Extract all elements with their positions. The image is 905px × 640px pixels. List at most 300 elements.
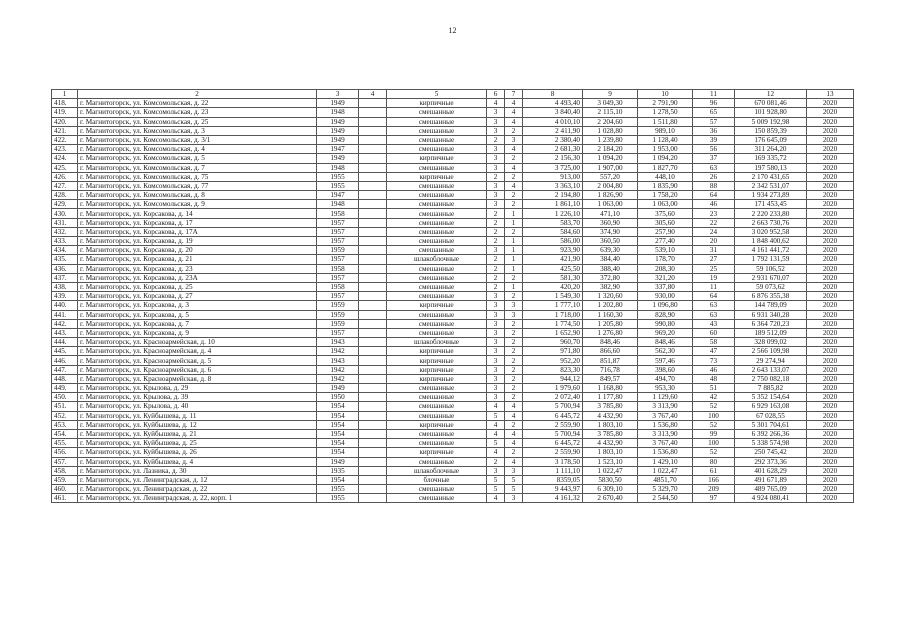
cell-residential-area: 1 276,80 [583, 328, 638, 337]
cell-year-built: 1957 [317, 237, 359, 246]
cell-planned-year: 2020 [807, 384, 854, 393]
cell-residents: 97 [693, 494, 735, 503]
cell-total-area: 2 559,90 [523, 448, 583, 457]
table-row [52, 227, 854, 236]
cell-entrances: 4 [505, 402, 523, 411]
cell-floors: 3 [487, 356, 505, 365]
cell-private-area: 277,40 [638, 237, 693, 246]
cell-row-number: 438. [52, 282, 78, 291]
cell-cost: 5 352 154,64 [735, 393, 807, 402]
cell-entrances: 3 [505, 310, 523, 319]
cell-floors: 3 [487, 246, 505, 255]
cell-row-number: 430. [52, 209, 78, 218]
cell-total-area: 9 443,97 [523, 485, 583, 494]
cell-wall-material: смешанные [387, 135, 487, 144]
cell-floors: 3 [487, 154, 505, 163]
cell-entrances: 1 [505, 209, 523, 218]
cell-total-area: 1 774,50 [523, 319, 583, 328]
cell-year-reconstructed [359, 457, 387, 466]
table-row [52, 273, 854, 282]
cell-wall-material: смешанные [387, 457, 487, 466]
cell-total-area: 2 559,90 [523, 420, 583, 429]
table-row [52, 485, 854, 494]
cell-address: г. Магнитогорск, ул. Корсакова, д. 23А [78, 273, 317, 282]
cell-residents: 166 [693, 475, 735, 484]
cell-residential-area: 3 785,80 [583, 429, 638, 438]
cell-planned-year: 2020 [807, 494, 854, 503]
cell-entrances: 4 [505, 457, 523, 466]
cell-total-area: 3 363,10 [523, 181, 583, 190]
cell-row-number: 444. [52, 338, 78, 347]
cell-year-reconstructed [359, 319, 387, 328]
table-row [52, 347, 854, 356]
cell-wall-material: кирпичные [387, 365, 487, 374]
cell-floors: 4 [487, 402, 505, 411]
cell-total-area: 425,50 [523, 264, 583, 273]
table-row [52, 172, 854, 181]
cell-cost: 144 789,09 [735, 301, 807, 310]
cell-year-built: 1947 [317, 145, 359, 154]
cell-row-number: 437. [52, 273, 78, 282]
cell-year-reconstructed [359, 420, 387, 429]
cell-address: г. Магнитогорск, ул. Куйбышева, д. 4 [78, 457, 317, 466]
column-header-13: 13 [807, 90, 854, 99]
cell-entrances: 1 [505, 237, 523, 246]
cell-wall-material: смешанные [387, 237, 487, 246]
cell-year-built: 1942 [317, 347, 359, 356]
table-row [52, 429, 854, 438]
cell-year-reconstructed [359, 365, 387, 374]
cell-floors: 3 [487, 393, 505, 402]
cell-total-area: 4 493,40 [523, 99, 583, 108]
column-header-3: 3 [317, 90, 359, 99]
cell-residents: 60 [693, 328, 735, 337]
table-row [52, 282, 854, 291]
cell-residential-area: 1 160,30 [583, 310, 638, 319]
cell-year-reconstructed [359, 466, 387, 475]
cell-residents: 63 [693, 310, 735, 319]
column-header-8: 8 [523, 90, 583, 99]
cell-address: г. Магнитогорск, ул. Лазника, д. 30 [78, 466, 317, 475]
cell-year-reconstructed [359, 374, 387, 383]
cell-private-area: 1 827,70 [638, 163, 693, 172]
cell-planned-year: 2020 [807, 485, 854, 494]
cell-residents: 26 [693, 172, 735, 181]
cell-floors: 3 [487, 319, 505, 328]
cell-wall-material: кирпичные [387, 448, 487, 457]
cell-residential-area: 382,90 [583, 282, 638, 291]
cell-cost: 2 750 082,18 [735, 374, 807, 383]
cell-year-reconstructed [359, 200, 387, 209]
cell-private-area: 969,20 [638, 328, 693, 337]
cell-planned-year: 2020 [807, 457, 854, 466]
cell-year-built: 1948 [317, 108, 359, 117]
cell-planned-year: 2020 [807, 411, 854, 420]
cell-row-number: 434. [52, 246, 78, 255]
cell-row-number: 421. [52, 126, 78, 135]
cell-entrances: 2 [505, 374, 523, 383]
cell-planned-year: 2020 [807, 475, 854, 484]
cell-floors: 2 [487, 264, 505, 273]
cell-planned-year: 2020 [807, 328, 854, 337]
cell-private-area: 1 022,47 [638, 466, 693, 475]
table-row [52, 191, 854, 200]
cell-year-built: 1950 [317, 393, 359, 402]
cell-residential-area: 6 309,10 [583, 485, 638, 494]
cell-private-area: 3 313,90 [638, 402, 693, 411]
cell-cost: 670 081,46 [735, 99, 807, 108]
cell-year-reconstructed [359, 218, 387, 227]
cell-year-reconstructed [359, 384, 387, 393]
cell-address: г. Магнитогорск, ул. Корсакова, д. 3 [78, 301, 317, 310]
cell-address: г. Магнитогорск, ул. Крылова, д. 29 [78, 384, 317, 393]
cell-residential-area: 360,50 [583, 237, 638, 246]
cell-planned-year: 2020 [807, 338, 854, 347]
cell-year-reconstructed [359, 209, 387, 218]
cell-entrances: 5 [505, 485, 523, 494]
cell-floors: 2 [487, 135, 505, 144]
cell-address: г. Магнитогорск, ул. Комсомольская, д. 8 [78, 191, 317, 200]
cell-wall-material: смешанные [387, 384, 487, 393]
cell-year-reconstructed [359, 273, 387, 282]
cell-year-built: 1957 [317, 255, 359, 264]
cell-entrances: 1 [505, 264, 523, 273]
cell-cost: 2 566 109,98 [735, 347, 807, 356]
cell-residents: 52 [693, 402, 735, 411]
cell-residential-area: 5830,50 [583, 475, 638, 484]
cell-private-area: 398,60 [638, 365, 693, 374]
cell-residents: 88 [693, 181, 735, 190]
cell-entrances: 2 [505, 338, 523, 347]
cell-address: г. Магнитогорск, ул. Красноармейская, д. 10 [78, 338, 317, 347]
cell-residential-area: 1 320,60 [583, 292, 638, 301]
column-header-7: 7 [505, 90, 523, 99]
cell-planned-year: 2020 [807, 439, 854, 448]
cell-residents: 99 [693, 429, 735, 438]
cell-year-reconstructed [359, 264, 387, 273]
cell-residential-area: 716,78 [583, 365, 638, 374]
cell-entrances: 2 [505, 420, 523, 429]
cell-row-number: 449. [52, 384, 78, 393]
cell-year-reconstructed [359, 328, 387, 337]
cell-year-built: 1959 [317, 301, 359, 310]
cell-wall-material: смешанные [387, 117, 487, 126]
cell-entrances: 2 [505, 126, 523, 135]
cell-total-area: 923,90 [523, 246, 583, 255]
table-row [52, 163, 854, 172]
cell-planned-year: 2020 [807, 356, 854, 365]
cell-year-reconstructed [359, 429, 387, 438]
cell-planned-year: 2020 [807, 429, 854, 438]
cell-total-area: 581,30 [523, 273, 583, 282]
buildings-register-table [51, 89, 854, 503]
cell-residents: 31 [693, 246, 735, 255]
column-header-12: 12 [735, 90, 807, 99]
cell-floors: 3 [487, 292, 505, 301]
cell-residents: 36 [693, 126, 735, 135]
cell-row-number: 458. [52, 466, 78, 475]
cell-total-area: 2 411,90 [523, 126, 583, 135]
cell-planned-year: 2020 [807, 402, 854, 411]
table-row [52, 264, 854, 273]
cell-cost: 101 928,80 [735, 108, 807, 117]
cell-year-reconstructed [359, 145, 387, 154]
cell-residential-area: 1 907,00 [583, 163, 638, 172]
cell-private-area: 562,30 [638, 347, 693, 356]
cell-entrances: 2 [505, 172, 523, 181]
cell-address: г. Магнитогорск, ул. Куйбышева, д. 25 [78, 439, 317, 448]
cell-entrances: 4 [505, 163, 523, 172]
cell-planned-year: 2020 [807, 154, 854, 163]
cell-wall-material: смешанные [387, 191, 487, 200]
cell-total-area: 1 652,90 [523, 328, 583, 337]
table-row [52, 466, 854, 475]
cell-address: г. Магнитогорск, ул. Комсомольская, д. 75 [78, 172, 317, 181]
cell-year-built: 1942 [317, 365, 359, 374]
cell-total-area: 1 777,10 [523, 301, 583, 310]
cell-cost: 59 073,62 [735, 282, 807, 291]
cell-cost: 5 009 192,98 [735, 117, 807, 126]
cell-year-built: 1949 [317, 384, 359, 393]
cell-wall-material: смешанные [387, 145, 487, 154]
cell-residential-area: 3 049,30 [583, 99, 638, 108]
cell-private-area: 1 094,20 [638, 154, 693, 163]
cell-private-area: 208,30 [638, 264, 693, 273]
cell-entrances: 2 [505, 328, 523, 337]
cell-residential-area: 1 803,10 [583, 420, 638, 429]
cell-cost: 1 792 131,59 [735, 255, 807, 264]
table-row [52, 356, 854, 365]
cell-year-built: 1949 [317, 99, 359, 108]
cell-total-area: 1 979,60 [523, 384, 583, 393]
cell-planned-year: 2020 [807, 227, 854, 236]
cell-cost: 2 931 670,07 [735, 273, 807, 282]
cell-address: г. Магнитогорск, ул. Корсакова, д. 14 [78, 209, 317, 218]
cell-row-number: 450. [52, 393, 78, 402]
cell-row-number: 419. [52, 108, 78, 117]
cell-planned-year: 2020 [807, 246, 854, 255]
cell-residents: 52 [693, 448, 735, 457]
cell-year-built: 1949 [317, 154, 359, 163]
cell-total-area: 2 194,80 [523, 191, 583, 200]
cell-address: г. Магнитогорск, ул. Ленинградская, д. 22, корп. 1 [78, 494, 317, 503]
cell-year-reconstructed [359, 338, 387, 347]
cell-cost: 489 765,09 [735, 485, 807, 494]
table-row [52, 319, 854, 328]
table-row [52, 448, 854, 457]
cell-year-built: 1943 [317, 338, 359, 347]
cell-residential-area: 1 202,80 [583, 301, 638, 310]
cell-row-number: 445. [52, 347, 78, 356]
cell-entrances: 4 [505, 117, 523, 126]
table-row [52, 439, 854, 448]
cell-residential-area: 1 205,80 [583, 319, 638, 328]
cell-year-built: 1954 [317, 448, 359, 457]
cell-cost: 311 264,20 [735, 145, 807, 154]
cell-cost: 150 859,39 [735, 126, 807, 135]
cell-cost: 2 643 133,07 [735, 365, 807, 374]
cell-row-number: 455. [52, 439, 78, 448]
cell-row-number: 429. [52, 200, 78, 209]
cell-year-built: 1955 [317, 181, 359, 190]
cell-planned-year: 2020 [807, 135, 854, 144]
cell-year-reconstructed [359, 439, 387, 448]
cell-wall-material: шлакоблочные [387, 255, 487, 264]
cell-private-area: 597,46 [638, 356, 693, 365]
cell-total-area: 4 010,10 [523, 117, 583, 126]
cell-address: г. Магнитогорск, ул. Корсакова, д. 5 [78, 310, 317, 319]
cell-residents: 43 [693, 319, 735, 328]
column-header-6: 6 [487, 90, 505, 99]
cell-wall-material: шлакоблочные [387, 338, 487, 347]
cell-planned-year: 2020 [807, 310, 854, 319]
cell-private-area: 828,90 [638, 310, 693, 319]
cell-row-number: 424. [52, 154, 78, 163]
cell-total-area: 2 380,40 [523, 135, 583, 144]
cell-year-reconstructed [359, 356, 387, 365]
cell-address: г. Магнитогорск, ул. Комсомольская, д. 77 [78, 181, 317, 190]
cell-floors: 3 [487, 163, 505, 172]
cell-address: г. Магнитогорск, ул. Корсакова, д. 19 [78, 237, 317, 246]
cell-cost: 6 929 163,08 [735, 402, 807, 411]
column-header-1: 1 [52, 90, 78, 99]
table-row [52, 494, 854, 503]
cell-entrances: 2 [505, 154, 523, 163]
cell-row-number: 423. [52, 145, 78, 154]
cell-wall-material: смешанные [387, 429, 487, 438]
cell-floors: 2 [487, 227, 505, 236]
cell-year-built: 1954 [317, 439, 359, 448]
cell-wall-material: смешанные [387, 319, 487, 328]
cell-total-area: 8359,05 [523, 475, 583, 484]
cell-total-area: 421,90 [523, 255, 583, 264]
cell-address: г. Магнитогорск, ул. Крылова, д. 40 [78, 402, 317, 411]
cell-residents: 56 [693, 145, 735, 154]
column-header-9: 9 [583, 90, 638, 99]
cell-year-reconstructed [359, 181, 387, 190]
cell-floors: 3 [487, 181, 505, 190]
cell-total-area: 6 445,72 [523, 439, 583, 448]
cell-wall-material: блочные [387, 475, 487, 484]
cell-wall-material: кирпичные [387, 420, 487, 429]
cell-floors: 4 [487, 99, 505, 108]
cell-residents: 64 [693, 292, 735, 301]
cell-floors: 4 [487, 448, 505, 457]
cell-row-number: 431. [52, 218, 78, 227]
table-row [52, 237, 854, 246]
cell-planned-year: 2020 [807, 117, 854, 126]
table-row [52, 117, 854, 126]
cell-private-area: 1 835,90 [638, 181, 693, 190]
cell-address: г. Магнитогорск, ул. Ленинградская, д. 22 [78, 485, 317, 494]
cell-residents: 73 [693, 356, 735, 365]
cell-entrances: 3 [505, 466, 523, 475]
cell-entrances: 2 [505, 191, 523, 200]
cell-private-area: 4851,70 [638, 475, 693, 484]
cell-cost: 29 274,94 [735, 356, 807, 365]
cell-planned-year: 2020 [807, 172, 854, 181]
cell-entrances: 1 [505, 282, 523, 291]
column-number-row [52, 90, 854, 99]
cell-cost: 4 924 080,41 [735, 494, 807, 503]
cell-residential-area: 1 826,90 [583, 191, 638, 200]
cell-total-area: 586,00 [523, 237, 583, 246]
cell-floors: 5 [487, 411, 505, 420]
cell-planned-year: 2020 [807, 181, 854, 190]
cell-row-number: 451. [52, 402, 78, 411]
cell-address: г. Магнитогорск, ул. Корсакова, д. 25 [78, 282, 317, 291]
cell-residential-area: 848,46 [583, 338, 638, 347]
cell-year-built: 1955 [317, 172, 359, 181]
cell-residents: 61 [693, 466, 735, 475]
cell-private-area: 539,10 [638, 246, 693, 255]
cell-floors: 3 [487, 328, 505, 337]
cell-address: г. Магнитогорск, ул. Комсомольская, д. 7 [78, 163, 317, 172]
cell-entrances: 5 [505, 475, 523, 484]
cell-year-built: 1954 [317, 475, 359, 484]
cell-row-number: 425. [52, 163, 78, 172]
cell-residents: 96 [693, 99, 735, 108]
cell-year-reconstructed [359, 99, 387, 108]
cell-row-number: 433. [52, 237, 78, 246]
cell-floors: 4 [487, 494, 505, 503]
cell-private-area: 1 953,00 [638, 145, 693, 154]
cell-total-area: 952,20 [523, 356, 583, 365]
cell-total-area: 971,80 [523, 347, 583, 356]
cell-planned-year: 2020 [807, 448, 854, 457]
cell-residents: 100 [693, 439, 735, 448]
cell-residents: 57 [693, 117, 735, 126]
cell-floors: 2 [487, 172, 505, 181]
cell-total-area: 5 700,94 [523, 429, 583, 438]
cell-row-number: 420. [52, 117, 78, 126]
cell-year-built: 1959 [317, 246, 359, 255]
cell-cost: 2 342 531,07 [735, 181, 807, 190]
cell-floors: 2 [487, 255, 505, 264]
cell-entrances: 2 [505, 319, 523, 328]
cell-planned-year: 2020 [807, 200, 854, 209]
cell-entrances: 2 [505, 292, 523, 301]
cell-private-area: 1 536,80 [638, 420, 693, 429]
cell-row-number: 456. [52, 448, 78, 457]
table-row [52, 181, 854, 190]
table-row [52, 310, 854, 319]
cell-year-built: 1958 [317, 209, 359, 218]
cell-address: г. Магнитогорск, ул. Комсомольская, д. 23 [78, 108, 317, 117]
cell-floors: 3 [487, 374, 505, 383]
cell-wall-material: кирпичные [387, 154, 487, 163]
cell-planned-year: 2020 [807, 282, 854, 291]
cell-address: г. Магнитогорск, ул. Корсакова, д. 17 [78, 218, 317, 227]
cell-wall-material: смешанные [387, 273, 487, 282]
table-row [52, 393, 854, 402]
table-row [52, 292, 854, 301]
cell-year-reconstructed [359, 411, 387, 420]
cell-residents: 19 [693, 273, 735, 282]
cell-cost: 4 161 441,72 [735, 246, 807, 255]
cell-year-built: 1935 [317, 466, 359, 475]
cell-row-number: 422. [52, 135, 78, 144]
cell-entrances: 2 [505, 273, 523, 282]
cell-wall-material: смешанные [387, 227, 487, 236]
cell-cost: 3 020 952,58 [735, 227, 807, 236]
cell-cost: 2 663 730,76 [735, 218, 807, 227]
cell-residential-area: 2 004,80 [583, 181, 638, 190]
cell-total-area: 823,30 [523, 365, 583, 374]
cell-entrances: 4 [505, 108, 523, 117]
cell-residential-area: 360,90 [583, 218, 638, 227]
column-header-11: 11 [693, 90, 735, 99]
